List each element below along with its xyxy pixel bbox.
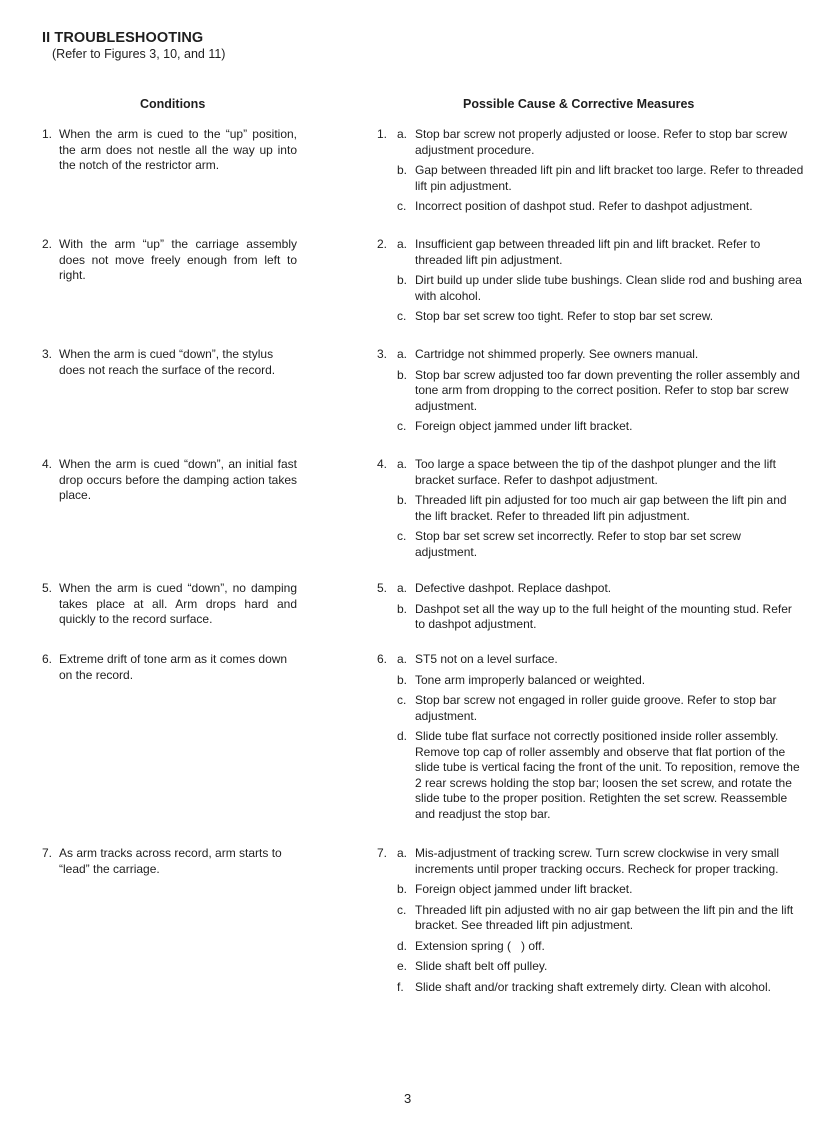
cause-text: Insufficient gap between threaded lift pin and lift bracket. Refer to threaded lift pin adjustment. <box>415 237 761 267</box>
cause-letter: a. <box>397 347 408 361</box>
condition-item <box>42 457 297 504</box>
condition-text: When the arm is cued “down”, the stylus does not reach the surface of the record. <box>59 347 276 377</box>
cause-number: 4. <box>377 457 388 471</box>
cause-letter: b. <box>397 601 408 616</box>
cause-item <box>377 581 805 597</box>
cause-text: Stop bar screw not properly adjusted or loose. Refer to stop bar screw adjustment procedure. <box>415 127 788 157</box>
cause-letter: b. <box>397 672 408 687</box>
cause-text: Threaded lift pin adjusted for too much air gap between the lift pin and the lift bracket. Refer to threaded lift pin adjustment. <box>415 493 787 523</box>
condition-text: When the arm is cued “down”, no damping takes place at all. Arm drops hard and quickly to the record surface. <box>59 581 297 626</box>
page-number: 3 <box>404 1091 412 1106</box>
cause-letter: c. <box>397 199 407 213</box>
cause-item <box>377 273 805 304</box>
cause-item <box>377 347 805 363</box>
cause-item <box>377 652 805 668</box>
cause-text: Defective dashpot. Replace dashpot. <box>415 581 612 595</box>
cause-item <box>377 980 805 996</box>
cause-letter: e. <box>397 959 408 973</box>
cause-text: Stop bar set screw too tight. Refer to stop bar set screw. <box>415 309 714 323</box>
cause-text: Slide shaft and/or tracking shaft extremely dirty. Clean with alcohol. <box>415 979 771 994</box>
cause-item <box>377 309 805 325</box>
cause-letter: a. <box>397 237 408 251</box>
cause-item <box>377 127 805 158</box>
cause-letter: a. <box>397 581 408 595</box>
cause-item <box>377 199 805 215</box>
cause-item <box>377 419 805 435</box>
cause-text: Tone arm improperly balanced or weighted. <box>415 672 646 687</box>
cause-item <box>377 237 805 268</box>
condition-text: When the arm is cued “down”, an initial fast drop occurs before the damping action takes place. <box>59 457 297 502</box>
condition-number: 4. <box>42 457 53 471</box>
condition-item <box>42 581 297 628</box>
cause-letter: f. <box>397 979 404 994</box>
condition-number: 5. <box>42 581 53 595</box>
condition-number: 2. <box>42 237 53 251</box>
cause-item <box>377 693 805 724</box>
causes-heading: Possible Cause & Corrective Measures <box>463 97 695 111</box>
cause-letter: a. <box>397 127 408 141</box>
cause-list <box>377 127 805 220</box>
page-title: II TROUBLESHOOTING <box>42 30 204 46</box>
cause-text: Threaded lift pin adjusted with no air gap between the lift pin and the lift bracket. See threaded lift pin adjustment. <box>415 902 794 932</box>
condition-item <box>42 652 297 683</box>
page-subtitle: (Refer to Figures 3, 10, and 11) <box>52 47 226 61</box>
cause-number: 6. <box>377 652 388 666</box>
cause-text: Slide tube flat surface not correctly positioned inside roller assembly. Remove top cap of roller assembly and observe that flat portion of the slide tube is vertical facing the front of the unit. To reposition, remove the 2 rear screws holding the stop bar; loosen the set screw, and rotate the slide tube to the proper position. Retighten the set screw. Reassemble and readjust the stop bar. <box>415 729 800 821</box>
condition-number: 7. <box>42 846 53 860</box>
cause-item <box>377 729 805 822</box>
cause-letter: c. <box>397 902 407 917</box>
cause-letter: b. <box>397 367 408 382</box>
cause-text: Mis-adjustment of tracking screw. Turn screw clockwise in very small increments until proper tracking occurs. Recheck for proper tracking. <box>415 846 780 876</box>
cause-item <box>377 368 805 415</box>
cause-item <box>377 163 805 194</box>
cause-letter: a. <box>397 457 408 471</box>
condition-item <box>42 127 297 174</box>
cause-item <box>377 903 805 934</box>
cause-number: 5. <box>377 581 388 595</box>
conditions-heading: Conditions <box>140 97 206 111</box>
condition-item <box>42 846 297 877</box>
cause-text: Dirt build up under slide tube bushings. Clean slide rod and bushing area with alcohol. <box>415 273 802 303</box>
condition-item <box>42 237 297 284</box>
cause-item <box>377 882 805 898</box>
cause-text: Extension spring ( ) off. <box>415 938 545 953</box>
cause-letter: b. <box>397 882 408 896</box>
cause-letter: c. <box>397 419 407 433</box>
cause-letter: b. <box>397 493 408 507</box>
cause-item <box>377 493 805 524</box>
cause-list <box>377 846 805 1000</box>
condition-text: When the arm is cued to the “up” position, the arm does not nestle all the way up into the notch of the restrictor arm. <box>59 127 297 172</box>
cause-item <box>377 939 805 955</box>
cause-item <box>377 602 805 633</box>
condition-number: 6. <box>42 652 53 666</box>
condition-text: As arm tracks across record, arm starts to “lead” the carriage. <box>59 846 282 876</box>
cause-item <box>377 846 805 877</box>
cause-text: Incorrect position of dashpot stud. Refer to dashpot adjustment. <box>415 199 753 213</box>
cause-list <box>377 652 805 827</box>
cause-letter: d. <box>397 729 408 743</box>
cause-text: Foreign object jammed under lift bracket. <box>415 419 633 433</box>
cause-number: 7. <box>377 846 388 860</box>
cause-number: 2. <box>377 237 388 251</box>
cause-letter: c. <box>397 693 407 707</box>
cause-text: Stop bar set screw set incorrectly. Refer to stop bar set screw adjustment. <box>415 529 741 559</box>
cause-text: ST5 not on a level surface. <box>415 652 558 666</box>
cause-number: 1. <box>377 127 388 141</box>
cause-item <box>377 959 805 975</box>
cause-letter: c. <box>397 529 407 543</box>
condition-text: With the arm “up” the carriage assembly does not move freely enough from left to right. <box>59 237 297 282</box>
cause-list <box>377 457 805 565</box>
cause-text: Slide shaft belt off pulley. <box>415 959 548 973</box>
cause-letter: d. <box>397 938 408 953</box>
cause-letter: b. <box>397 273 408 287</box>
cause-item <box>377 673 805 689</box>
cause-list <box>377 581 805 638</box>
cause-list <box>377 237 805 330</box>
condition-text: Extreme drift of tone arm as it comes down on the record. <box>59 652 288 682</box>
cause-letter: a. <box>397 652 408 666</box>
cause-letter: b. <box>397 163 408 177</box>
cause-text: Foreign object jammed under lift bracket. <box>415 882 633 896</box>
cause-number: 3. <box>377 347 388 361</box>
cause-text: Cartridge not shimmed properly. See owners manual. <box>415 347 699 361</box>
condition-number: 3. <box>42 347 53 361</box>
cause-text: Gap between threaded lift pin and lift bracket too large. Refer to threaded lift pin adjustment. <box>415 163 804 193</box>
cause-item <box>377 457 805 488</box>
cause-text: Dashpot set all the way up to the full height of the mounting stud. Refer to dashpot adjustment. <box>415 601 792 631</box>
cause-letter: a. <box>397 846 408 860</box>
condition-item <box>42 347 297 378</box>
cause-text: Stop bar screw not engaged in roller guide groove. Refer to stop bar adjustment. <box>415 693 777 723</box>
cause-item <box>377 529 805 560</box>
condition-number: 1. <box>42 127 53 141</box>
cause-text: Too large a space between the tip of the dashpot plunger and the lift bracket surface. Refer to dashpot adjustment. <box>415 457 776 487</box>
cause-list <box>377 347 805 440</box>
cause-text: Stop bar screw adjusted too far down preventing the roller assembly and tone arm from dropping to the correct position. Refer to stop bar screw adjustment. <box>415 367 800 413</box>
cause-letter: c. <box>397 309 407 323</box>
